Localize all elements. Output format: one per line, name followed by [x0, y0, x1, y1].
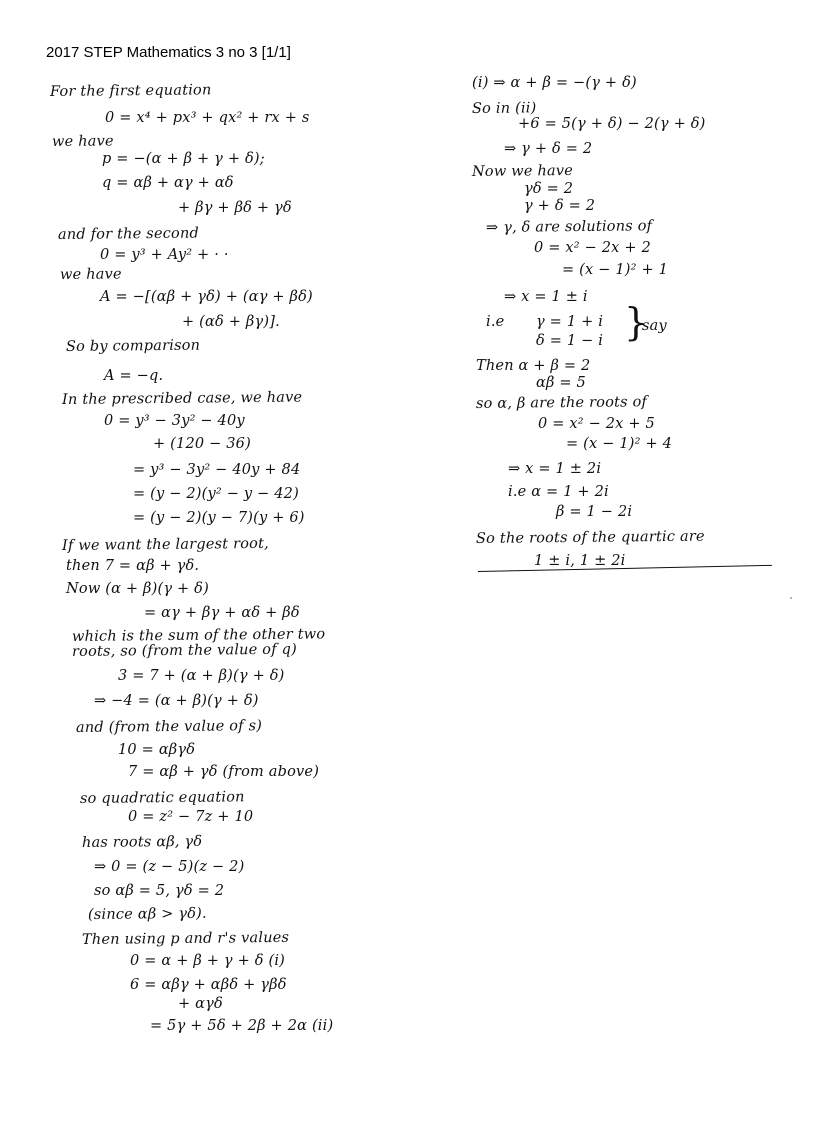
equation-line: 1 ± i, 1 ± 2i [534, 553, 626, 569]
equation-line: Now (α + β)(γ + δ) [66, 581, 209, 597]
equation-line: A = −q. [104, 368, 164, 384]
text-line: For the first equation [49, 82, 212, 100]
equation-line: = (x − 1)² + 4 [566, 436, 673, 452]
equation-line: A = −[(αβ + γδ) + (αγ + βδ) [100, 289, 313, 305]
equation-line: ⇒ γ + δ = 2 [504, 141, 593, 157]
equation-line: +6 = 5(γ + δ) − 2(γ + δ) [518, 116, 706, 132]
equation-line: = y³ − 3y² − 40y + 84 [133, 462, 301, 478]
equation-line: = 5γ + 5δ + 2β + 2α (ii) [150, 1018, 334, 1034]
scan-speck [790, 597, 792, 599]
equation-line: then 7 = αβ + γδ. [66, 558, 200, 574]
equation-line: 0 = y³ − 3y² − 40y [104, 413, 245, 429]
equation-line: 0 = α + β + γ + δ (i) [130, 953, 286, 969]
equation-line: 6 = αβγ + αβδ + γβδ [130, 977, 287, 993]
text-line: and (from the value of s) [75, 718, 263, 736]
equation-line: + (αδ + βγ)]. [182, 314, 280, 330]
equation-line: i.e α = 1 + 2i [508, 484, 609, 500]
equation-line: 7 = αβ + γδ (from above) [128, 764, 320, 780]
text-line: So in (ii) [471, 100, 537, 117]
equation-line: ⇒ x = 1 ± 2i [508, 461, 602, 477]
equation-line: = (y − 2)(y² − y − 42) [133, 486, 299, 502]
equation-line: 0 = x² − 2x + 2 [534, 240, 651, 256]
equation-line: γ + δ = 2 [524, 198, 596, 214]
equation-line: β = 1 − 2i [556, 504, 633, 520]
text-line: we have [51, 133, 114, 150]
equation-line: ⇒ −4 = (α + β)(γ + δ) [94, 693, 259, 709]
equation-line: = αγ + βγ + αδ + βδ [144, 605, 300, 621]
equation-line: + αγδ [178, 996, 223, 1012]
text-line: we have [59, 266, 122, 283]
equation-line: 3 = 7 + (α + β)(γ + δ) [118, 668, 285, 684]
equation-line: = (x − 1)² + 1 [562, 262, 669, 278]
text-line: So the roots of the quartic are [475, 528, 705, 547]
page-title: 2017 STEP Mathematics 3 no 3 [1/1] [46, 44, 291, 61]
brace-glyph: } [624, 300, 649, 344]
equation-line: (i) ⇒ α + β = −(γ + δ) [472, 75, 637, 91]
equation-line: 0 = z² − 7z + 10 [128, 809, 254, 825]
equation-line: Then α + β = 2 [476, 358, 591, 374]
equation-line: ⇒ 0 = (z − 5)(z − 2) [94, 859, 245, 875]
text-line: so quadratic equation [79, 789, 245, 807]
equation-line: 10 = αβγδ [118, 742, 196, 758]
text-line: and for the second [57, 225, 200, 243]
equation-line: ⇒ x = 1 ± i [504, 289, 588, 305]
equation-line: 0 = x² − 2x + 5 [538, 416, 655, 432]
text-line: roots, so (from the value of q) [71, 641, 297, 660]
equation-line: so αβ = 5, γδ = 2 [94, 883, 225, 899]
equation-line: δ = 1 − i [536, 333, 604, 349]
equation-line: γ = 1 + i [536, 314, 604, 330]
text-line: so α, β are the roots of [475, 394, 648, 412]
text-line: has roots αβ, γδ [81, 833, 203, 851]
equation-line: = (y − 2)(y − 7)(y + 6) [133, 510, 305, 526]
equation-line: αβ = 5 [536, 375, 586, 391]
text-line: say [641, 317, 667, 334]
text-line: In the prescribed case, we have [61, 389, 303, 408]
equation-line: + (120 − 36) [153, 436, 251, 452]
equation-line: + βγ + βδ + γδ [178, 200, 292, 216]
text-line: which is the sum of the other two [71, 626, 326, 645]
equation-line: γδ = 2 [524, 181, 574, 197]
text-line: (since αβ > γδ). [87, 905, 207, 923]
text-line: If we want the largest root, [61, 535, 269, 554]
equation-line: 0 = y³ + Ay² + · · [100, 247, 229, 263]
text-line: ⇒ γ, δ are solutions of [485, 218, 653, 236]
equation-line: q = αβ + αγ + αδ [102, 175, 234, 191]
text-line: So by comparison [65, 337, 201, 355]
equation-line: 0 = x⁴ + px³ + qx² + rx + s [105, 110, 310, 126]
text-line: Now we have [471, 162, 574, 180]
equation-line: p = −(α + β + γ + δ); [102, 151, 265, 167]
text-line: Then using p and r's values [81, 929, 290, 948]
text-line: i.e [486, 314, 505, 330]
